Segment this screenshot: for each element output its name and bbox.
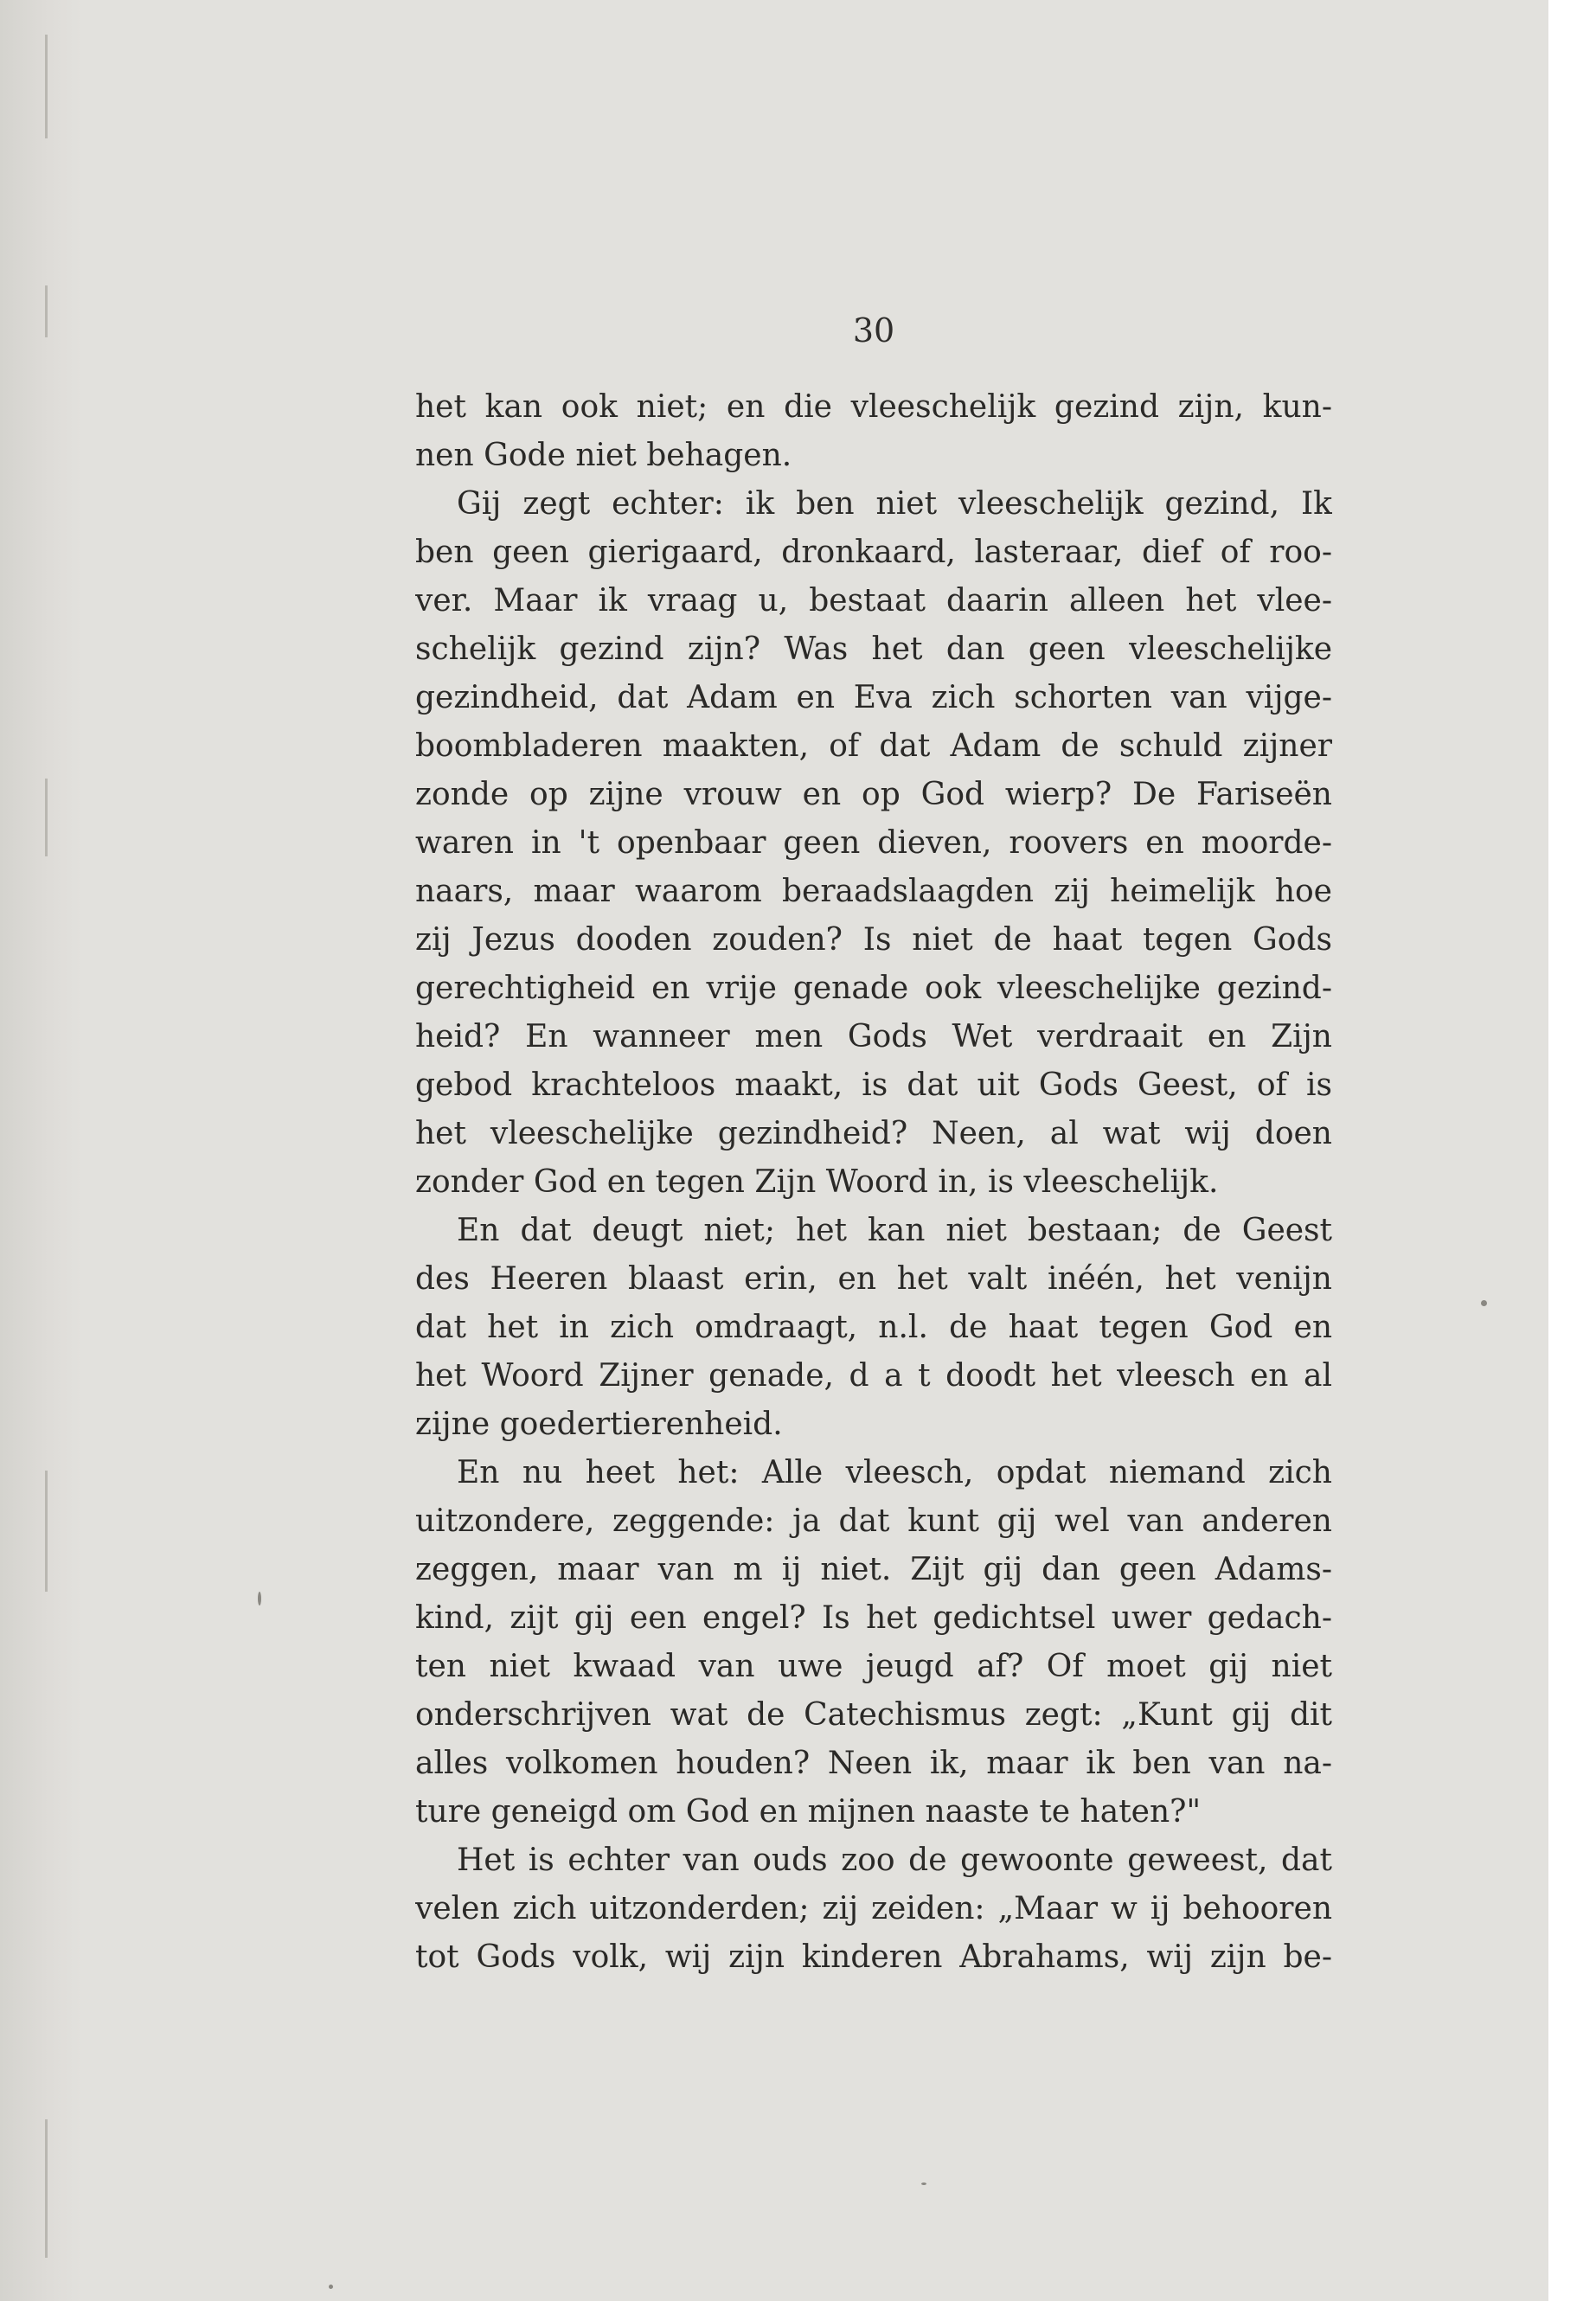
page-number: 30 bbox=[852, 311, 895, 349]
text-line: Gij zegt echter: ik ben niet vleeschelijk gezind, Ik bbox=[457, 486, 1332, 522]
gutter-mark bbox=[45, 779, 48, 856]
text-line: uitzondere, zeggende: ja dat kunt gij wel van anderen bbox=[415, 1503, 1332, 1539]
text-line: zeggen, maar van m ij niet. Zijt gij dan geen Adams- bbox=[415, 1552, 1332, 1587]
gutter-mark bbox=[45, 1471, 48, 1592]
page-binding-edge bbox=[0, 0, 82, 2301]
text-line: onderschrijven wat de Catechismus zegt: „Kunt gij dit bbox=[415, 1697, 1332, 1733]
text-line: En nu heet het: Alle vleesch, opdat niemand zich bbox=[457, 1455, 1332, 1490]
text-line: gebod krachteloos maakt, is dat uit Gods Geest, of is bbox=[415, 1067, 1332, 1103]
text-line: het Woord Zijner genade, d a t doodt het vleesch en al bbox=[415, 1358, 1332, 1394]
text-line: heid? En wanneer men Gods Wet verdraait en Zijn bbox=[415, 1019, 1332, 1054]
text-line: gerechtigheid en vrije genade ook vleeschelijke gezind- bbox=[415, 971, 1332, 1006]
text-line: het vleeschelijke gezindheid? Neen, al wat wij doen bbox=[415, 1116, 1332, 1151]
paper-speck bbox=[329, 2285, 333, 2289]
text-line: zonder God en tegen Zijn Woord in, is vleeschelijk. bbox=[415, 1164, 1219, 1200]
text-line: ture geneigd om God en mijnen naaste te haten?" bbox=[415, 1794, 1202, 1830]
text-line: het kan ook niet; en die vleeschelijk gezind zijn, kun- bbox=[415, 389, 1332, 425]
text-line: zijne goedertierenheid. bbox=[415, 1407, 783, 1442]
gutter-mark bbox=[45, 2119, 48, 2258]
text-line: des Heeren blaast erin, en het valt inéén, het venijn bbox=[415, 1261, 1332, 1297]
text-line: En dat deugt niet; het kan niet bestaan; de Geest bbox=[457, 1213, 1332, 1248]
gutter-mark bbox=[45, 35, 48, 138]
text-line: nen Gode niet behagen. bbox=[415, 438, 792, 473]
gutter-mark bbox=[45, 285, 48, 337]
text-line: tot Gods volk, wij zijn kinderen Abrahams, wij zijn be- bbox=[415, 1939, 1332, 1975]
text-line: kind, zijt gij een engel? Is het gedichtsel uwer gedach- bbox=[415, 1600, 1332, 1636]
text-line: waren in 't openbaar geen dieven, roovers en moorde- bbox=[415, 825, 1332, 861]
text-line: Het is echter van ouds zoo de gewoonte geweest, dat bbox=[457, 1843, 1332, 1878]
body-text bbox=[415, 383, 1332, 1982]
text-line: alles volkomen houden? Neen ik, maar ik ben van na- bbox=[415, 1746, 1332, 1781]
text-line: ten niet kwaad van uwe jeugd af? Of moet gij niet bbox=[415, 1649, 1332, 1684]
paper-speck bbox=[1481, 1300, 1487, 1306]
paper-speck bbox=[258, 1592, 261, 1606]
text-line: naars, maar waarom beraadslaagden zij heimelijk hoe bbox=[415, 874, 1332, 909]
text-line: gezindheid, dat Adam en Eva zich schorten van vijge- bbox=[415, 680, 1332, 715]
text-line: boombladeren maakten, of dat Adam de schuld zijner bbox=[415, 728, 1332, 764]
text-line: zij Jezus dooden zouden? Is niet de haat tegen Gods bbox=[415, 922, 1332, 958]
text-line: velen zich uitzonderden; zij zeiden: „Maar w ij behooren bbox=[415, 1891, 1332, 1926]
text-line: schelijk gezind zijn? Was het dan geen vleeschelijke bbox=[415, 631, 1332, 667]
text-line: ver. Maar ik vraag u, bestaat daarin alleen het vlee- bbox=[415, 583, 1332, 619]
text-line: zonde op zijne vrouw en op God wierp? De Fariseën bbox=[415, 777, 1332, 812]
text-line: dat het in zich omdraagt, n.l. de haat tegen God en bbox=[415, 1310, 1332, 1345]
paper-speck bbox=[921, 2182, 926, 2185]
text-line: ben geen gierigaard, dronkaard, lasteraar, dief of roo- bbox=[415, 535, 1332, 570]
